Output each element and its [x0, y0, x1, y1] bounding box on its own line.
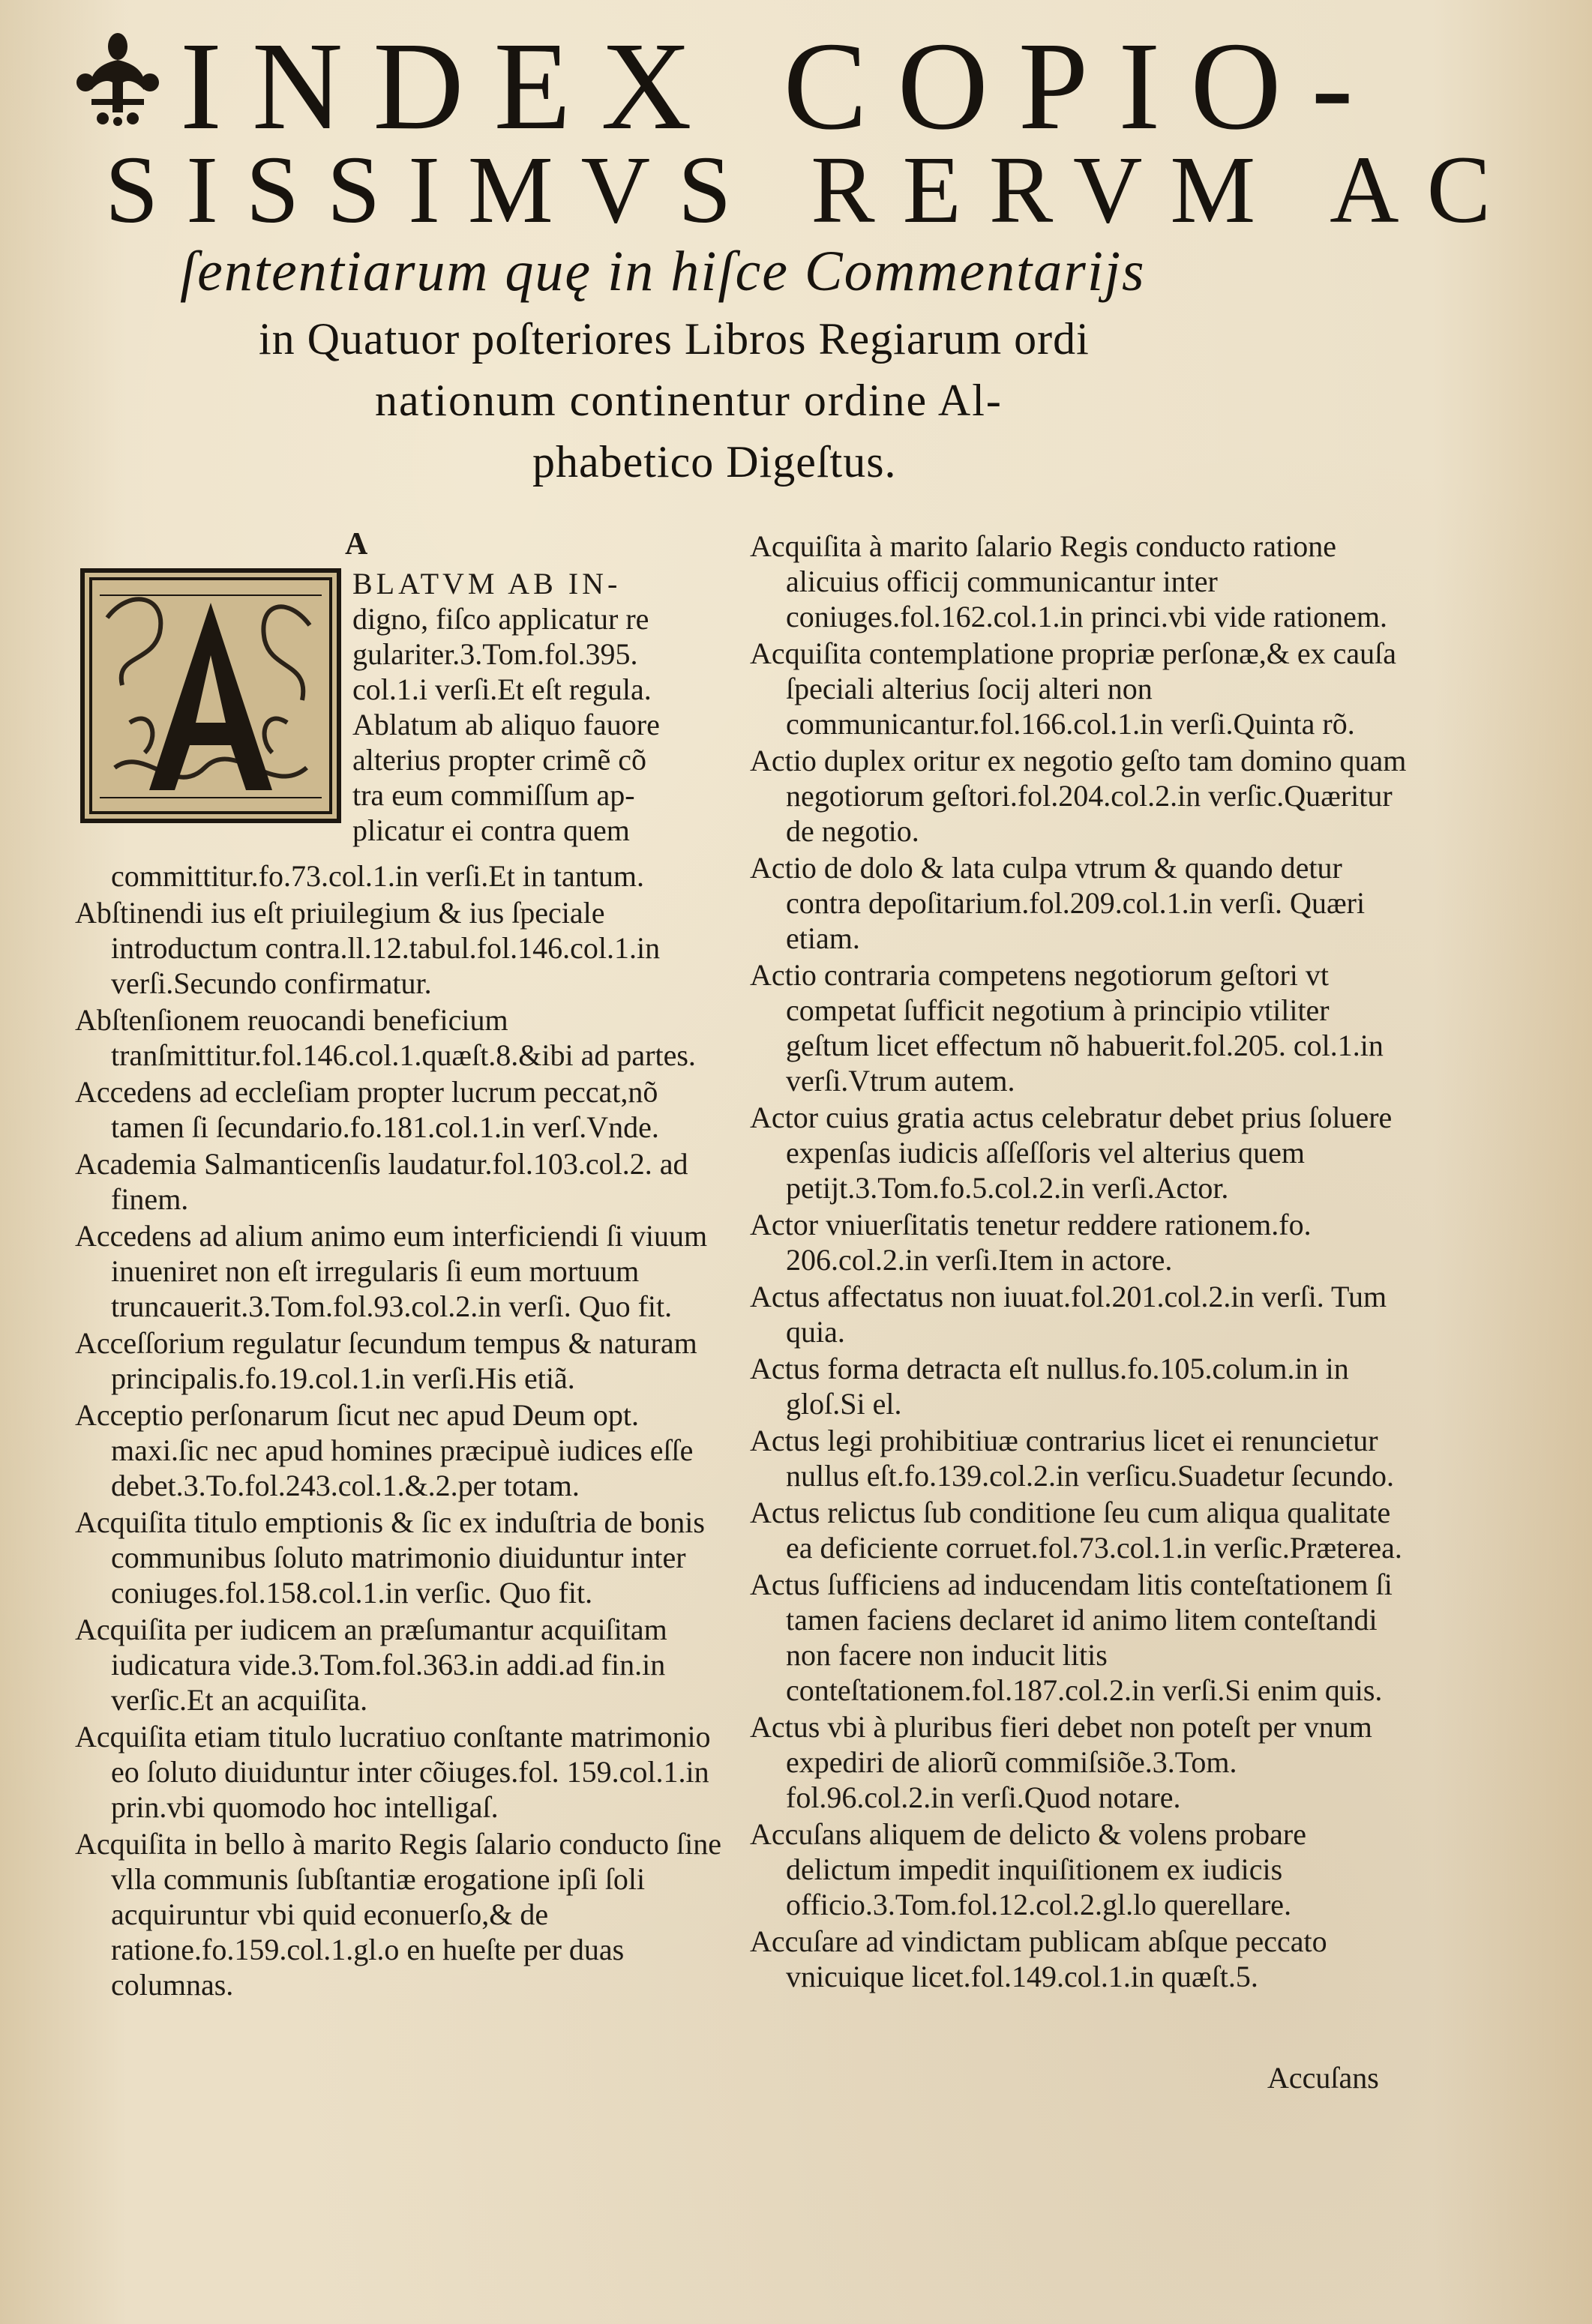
- index-entry: Actus vbi à pluribus fieri debet non poteſt per vnum expediri de aliorũ commiſsiõe.3.Tom. fol.96.col.2.in verſi.Quod notare.: [750, 1710, 1372, 1814]
- index-entry: Accedens ad eccleſiam propter lucrum peccat,nõ tamen ſi ſecundario.fo.181.col.1.in verſ.Vnde.: [75, 1075, 659, 1144]
- first-entry-line: col.1.i verſi.Et eſt regula.: [352, 672, 652, 706]
- first-entry: [352, 566, 727, 848]
- index-entry: Abſtinendi ius eſt priuilegium & ius ſpeciale introductum contra.ll.12.tabul.fol.146.col.1.in verſi.Secundo confirmatur.: [75, 896, 661, 1000]
- index-entry: Actus ſufficiens ad inducendam litis conteſtationem ſi tamen faciens declaret id animo litem conteſtandi non facere non inducit litis conteſtationem.fol.187.col.2.in verſi.Si enim quis.: [750, 1568, 1393, 1707]
- index-entry: Actio contraria competens negotiorum geſtori vt competat ſufficit negotium à principio vtiliter geſtum licet effectum nõ habuerit.fol.205. col.1.in verſi.Vtrum autem.: [750, 958, 1384, 1098]
- index-entry: Acceſſorium regulatur ſecundum tempus & naturam principalis.fo.19.col.1.in verſi.His etiã.: [75, 1326, 697, 1395]
- index-entry: Actus forma detracta eſt nullus.fo.105.colum.in in gloſ.Si el.: [750, 1352, 1349, 1421]
- index-entry: Acquiſita in bello à marito Regis ſalario conducto ſine vlla communis ſubſtantiæ erogatione ipſi ſoli acquiruntur vbi quid econuerſo,& de ratione.fo.159.col.1.gl.o en hueſte per duas columnas.: [75, 1827, 721, 2002]
- first-entry-lead: BLATVM AB IN-: [352, 567, 622, 600]
- index-entry: Acquiſita etiam titulo lucratiuo conſtante matrimonio eo ſoluto diuiduntur inter cõiuges.fol. 159.col.1.in prin.vbi quomodo hoc intelligaſ.: [75, 1720, 711, 1824]
- index-entry: Abſtenſionem reuocandi beneficium tranſmittitur.fol.146.col.1.quæſt.8.&ibi ad partes.: [75, 1003, 696, 1072]
- index-entry: Actio duplex oritur ex negotio geſto tam domino quam negotiorum geſtori.fol.204.col.2.in verſic.Quæritur de negotio.: [750, 744, 1407, 848]
- first-entry-line: alterius propter crimẽ cõ: [352, 743, 647, 777]
- index-entry: Academia Salmanticenſis laudatur.fol.103.col.2. ad finem.: [75, 1147, 688, 1216]
- index-entry: Acquiſita per iudicem an præſumantur acquiſitam iudicatura vide.3.Tom.fol.363.in addi.ad fin.in verſic.Et an acquiſita.: [75, 1613, 667, 1717]
- index-entry: Acquiſita à marito ſalario Regis conducto ratione alicuius officij communicantur inter coniuges.fol.162.col.1.in princi.vbi vide rationem.: [750, 529, 1388, 633]
- section-letter: A: [345, 527, 368, 562]
- title-line-2: SISSIMVS RERVM AC: [105, 136, 1519, 243]
- first-entry-line: Ablatum ab aliquo fauore: [352, 708, 660, 741]
- left-column: [75, 858, 727, 2004]
- index-entry: Actor vniuerſitatis tenetur reddere rationem.fo. 206.col.2.in verſi.Item in actore.: [750, 1208, 1312, 1277]
- catchword: Accuſans: [1267, 2061, 1379, 2095]
- index-entry: Accuſare ad vindictam publicam abſque peccato vnicuique licet.fol.149.col.1.in quæſt.5.: [750, 1924, 1327, 1993]
- title-line-6: phabetico Digeſtus.: [532, 437, 897, 487]
- index-entry: Accedens ad alium animo eum interficiendi ſi viuum inueniret non eſt irregularis ſi eum mortuum truncauerit.3.Tom.fol.93.col.2.in verſi. Quo fit.: [75, 1219, 708, 1323]
- index-entry: Acceptio perſonarum ſicut nec apud Deum opt. maxi.ſic nec apud homines præcipuè iudices eſſe debet.3.To.fol.243.col.1.&.2.per totam.: [75, 1398, 694, 1502]
- index-entry: Actor cuius gratia actus celebratur debet prius ſoluere expenſas iudicis aſſeſſoris vel alterius quem petijt.3.Tom.fo.5.col.2.in verſi.Actor.: [750, 1101, 1393, 1205]
- title-line-5: nationum continentur ordine Al-: [375, 376, 1003, 425]
- index-entry: Accuſans aliquem de delicto & volens probare delictum impedit inquiſitionem ex iudicis officio.3.Tom.fol.12.col.2.gl.lo querellare.: [750, 1817, 1306, 1921]
- fleur-de-lis-ornament-icon: [69, 30, 166, 127]
- index-entry: Actus affectatus non iuuat.fol.201.col.2.in verſi. Tum quia.: [750, 1280, 1387, 1349]
- first-entry-tail: committitur.fo.73.col.1.in verſi.Et in tantum.: [111, 859, 645, 893]
- first-entry-line: gulariter.3.Tom.fol.395.: [352, 637, 638, 671]
- index-entry: Actus relictus ſub conditione ſeu cum aliqua qualitate ea deficiente corruet.fol.73.col.1.in verſic.Præterea.: [750, 1496, 1402, 1565]
- index-entry: Actus legi prohibitiuæ contrarius licet ei renuncietur nullus eſt.fo.139.col.2.in verſicu.Suadetur ſecundo.: [750, 1424, 1394, 1493]
- decorated-initial-a-icon: [80, 568, 341, 823]
- first-entry-line: plicatur ei contra quem: [352, 813, 630, 847]
- first-entry-line: tra eum commiſſum ap-: [352, 778, 635, 812]
- title-line-1: INDEX COPIO-: [180, 16, 1384, 156]
- title-line-4: in Quatuor poſteriores Libros Regiarum ordi: [259, 314, 1090, 364]
- title-line-3: ſententiarum quę in hiſce Commentarijs: [180, 240, 1146, 303]
- first-entry-line: digno, fiſco applicatur re: [352, 602, 649, 636]
- right-column: [750, 529, 1410, 1996]
- index-entry: Actio de dolo & lata culpa vtrum & quando detur contra depoſitarium.fol.209.col.1.in verſi. Quæri etiam.: [750, 851, 1366, 955]
- index-entry: Acquiſita contemplatione propriæ perſonæ,& ex cauſa ſpeciali alterius ſocij alteri non communicantur.fol.166.col.1.in verſi.Quinta rõ.: [750, 636, 1396, 741]
- index-entry: Acquiſita titulo emptionis & ſic ex induſtria de bonis communibus ſoluto matrimonio diuiduntur inter coniuges.fol.158.col.1.in verſic. Quo fit.: [75, 1505, 705, 1610]
